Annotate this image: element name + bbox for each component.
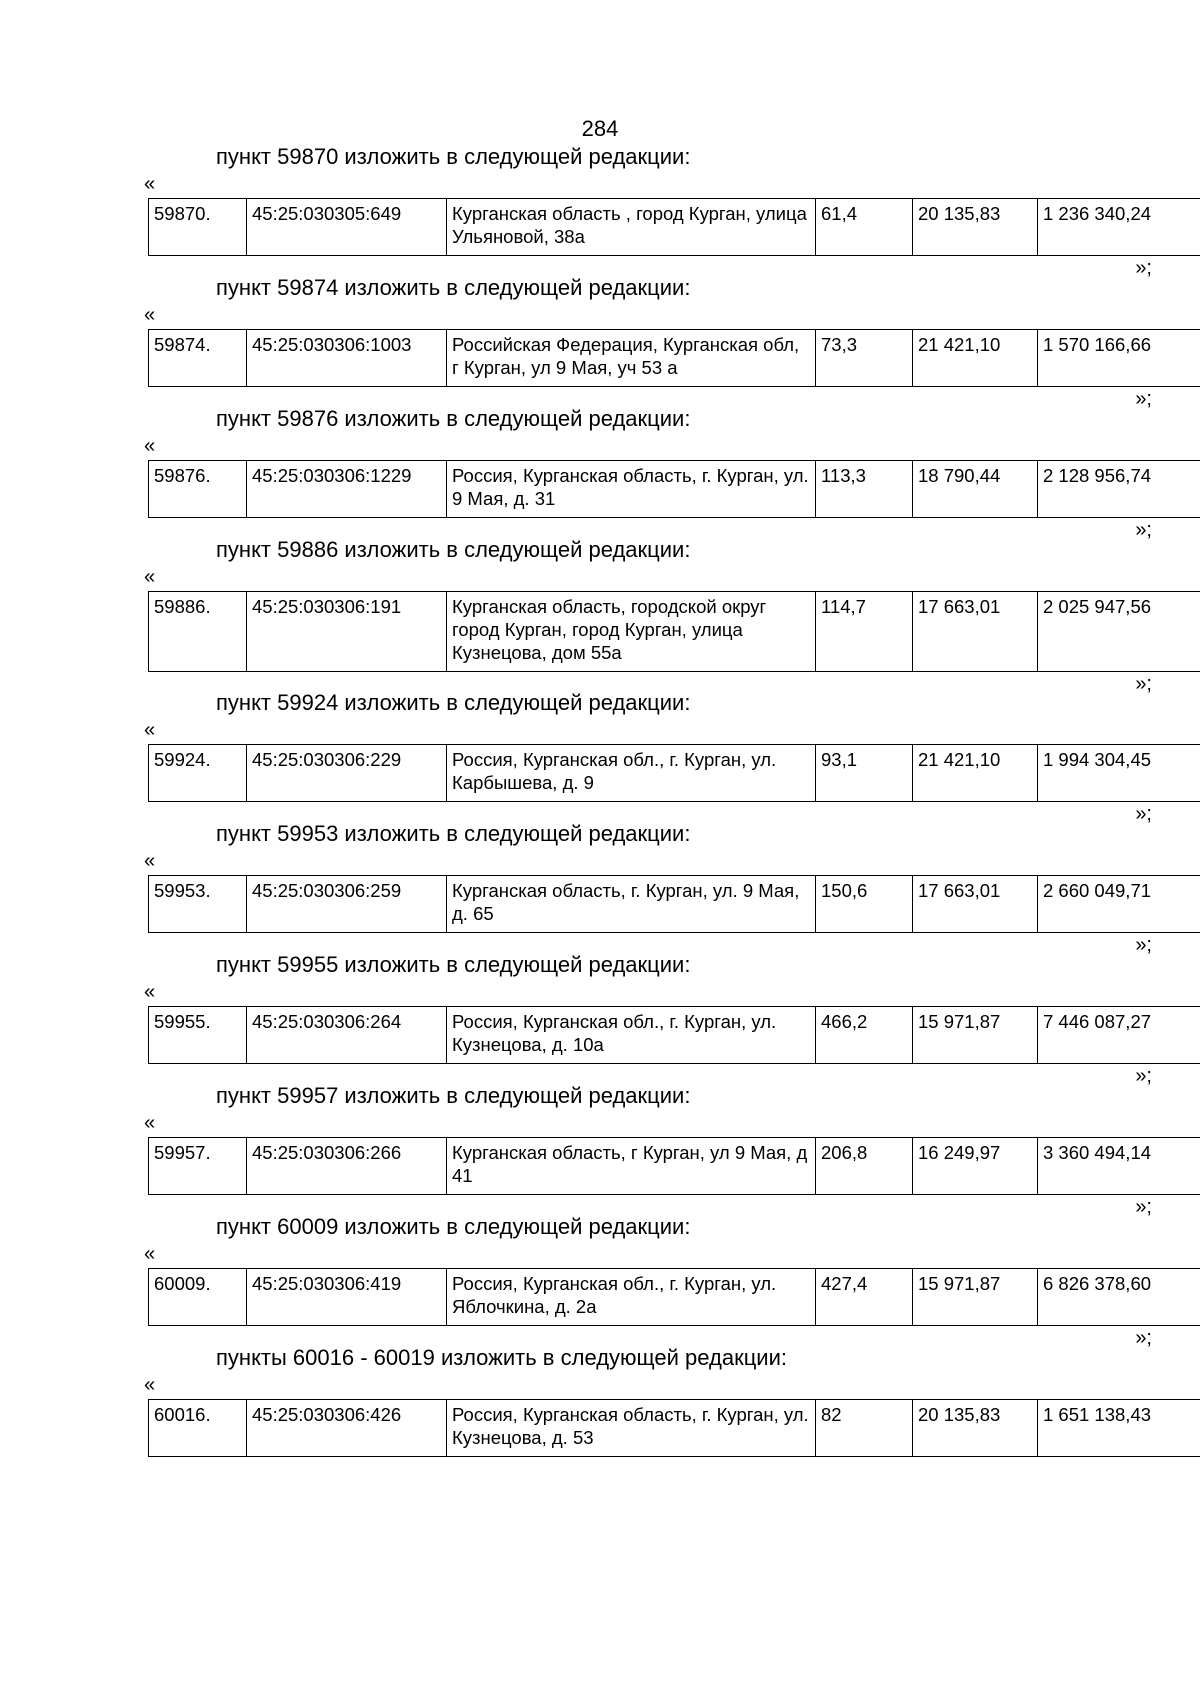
cadastral-value-cell: 1 994 304,45 xyxy=(1038,745,1200,802)
closing-quote: »; xyxy=(1135,257,1152,279)
row-number-cell: 60016. xyxy=(149,1400,247,1457)
property-table xyxy=(148,1399,1200,1457)
address-cell: Российская Федерация, Курганская обл, г Курган, ул 9 Мая, уч 53 а xyxy=(447,330,816,387)
row-number-cell: 59874. xyxy=(149,330,247,387)
amendment-section xyxy=(0,820,1200,956)
property-table xyxy=(148,198,1200,256)
area-cell: 113,3 xyxy=(816,461,913,518)
cadastral-value-cell: 2 025 947,56 xyxy=(1038,592,1200,672)
opening-quote: « xyxy=(144,173,156,195)
price-per-unit-cell: 15 971,87 xyxy=(913,1269,1038,1326)
property-table xyxy=(148,744,1200,802)
opening-quote: « xyxy=(144,981,156,1003)
property-table xyxy=(148,1137,1200,1195)
amendment-section xyxy=(0,689,1200,825)
amendment-heading: пункт 59953 изложить в следующей редакции: xyxy=(216,821,691,846)
property-table xyxy=(148,460,1200,518)
address-cell: Курганская область, г Курган, ул 9 Мая, д 41 xyxy=(447,1138,816,1195)
opening-quote: « xyxy=(144,1374,156,1396)
closing-quote: »; xyxy=(1135,934,1152,956)
cadastral-value-cell: 1 570 166,66 xyxy=(1038,330,1200,387)
closing-quote: »; xyxy=(1135,1065,1152,1087)
opening-quote: « xyxy=(144,850,156,872)
cadastral-number-cell: 45:25:030306:266 xyxy=(247,1138,447,1195)
row-number-cell: 59924. xyxy=(149,745,247,802)
address-cell: Россия, Курганская область, г. Курган, ул. Кузнецова, д. 53 xyxy=(447,1400,816,1457)
address-cell: Россия, Курганская обл., г. Курган, ул. Кузнецова, д. 10а xyxy=(447,1007,816,1064)
cadastral-number-cell: 45:25:030306:1229 xyxy=(247,461,447,518)
price-per-unit-cell: 17 663,01 xyxy=(913,876,1038,933)
cadastral-value-cell: 2 128 956,74 xyxy=(1038,461,1200,518)
amendment-section xyxy=(0,143,1200,279)
table-row xyxy=(149,461,1200,518)
amendment-heading: пункт 59886 изложить в следующей редакции: xyxy=(216,537,691,562)
row-number-cell: 59955. xyxy=(149,1007,247,1064)
amendment-heading: пункт 59874 изложить в следующей редакции: xyxy=(216,275,691,300)
property-table xyxy=(148,329,1200,387)
area-cell: 466,2 xyxy=(816,1007,913,1064)
table-row xyxy=(149,199,1200,256)
area-cell: 73,3 xyxy=(816,330,913,387)
table-row xyxy=(149,330,1200,387)
cadastral-number-cell: 45:25:030306:1003 xyxy=(247,330,447,387)
property-table xyxy=(148,1268,1200,1326)
opening-quote: « xyxy=(144,304,156,326)
property-table xyxy=(148,1006,1200,1064)
table-row xyxy=(149,1138,1200,1195)
row-number-cell: 60009. xyxy=(149,1269,247,1326)
opening-quote: « xyxy=(144,1243,156,1265)
cadastral-value-cell: 3 360 494,14 xyxy=(1038,1138,1200,1195)
price-per-unit-cell: 20 135,83 xyxy=(913,199,1038,256)
amendment-section xyxy=(0,274,1200,410)
cadastral-number-cell: 45:25:030306:229 xyxy=(247,745,447,802)
area-cell: 93,1 xyxy=(816,745,913,802)
property-table xyxy=(148,591,1200,672)
closing-quote: »; xyxy=(1135,519,1152,541)
closing-quote: »; xyxy=(1135,1196,1152,1218)
amendment-heading: пункт 59957 изложить в следующей редакции: xyxy=(216,1083,691,1108)
area-cell: 82 xyxy=(816,1400,913,1457)
page-number: 284 xyxy=(581,116,619,141)
price-per-unit-cell: 20 135,83 xyxy=(913,1400,1038,1457)
amendment-section xyxy=(0,536,1200,695)
closing-quote: »; xyxy=(1135,388,1152,410)
opening-quote: « xyxy=(144,719,156,741)
address-cell: Курганская область, г. Курган, ул. 9 Мая, д. 65 xyxy=(447,876,816,933)
table-row xyxy=(149,1400,1200,1457)
row-number-cell: 59957. xyxy=(149,1138,247,1195)
price-per-unit-cell: 21 421,10 xyxy=(913,330,1038,387)
cadastral-number-cell: 45:25:030306:419 xyxy=(247,1269,447,1326)
opening-quote: « xyxy=(144,435,156,457)
table-row xyxy=(149,745,1200,802)
cadastral-number-cell: 45:25:030306:259 xyxy=(247,876,447,933)
amendment-heading: пункт 59955 изложить в следующей редакции: xyxy=(216,952,691,977)
cadastral-number-cell: 45:25:030306:426 xyxy=(247,1400,447,1457)
cadastral-value-cell: 6 826 378,60 xyxy=(1038,1269,1200,1326)
amendments-list xyxy=(0,143,1200,1475)
price-per-unit-cell: 15 971,87 xyxy=(913,1007,1038,1064)
table-row xyxy=(149,876,1200,933)
amendment-heading: пункт 59924 изложить в следующей редакции: xyxy=(216,690,691,715)
address-cell: Курганская область , город Курган, улица Ульяновой, 38а xyxy=(447,199,816,256)
amendment-heading: пункт 59876 изложить в следующей редакции: xyxy=(216,406,691,431)
area-cell: 150,6 xyxy=(816,876,913,933)
amendment-section xyxy=(0,405,1200,541)
address-cell: Россия, Курганская область, г. Курган, ул. 9 Мая, д. 31 xyxy=(447,461,816,518)
price-per-unit-cell: 18 790,44 xyxy=(913,461,1038,518)
address-cell: Курганская область, городской округ город Курган, город Курган, улица Кузнецова, дом 55а xyxy=(447,592,816,672)
area-cell: 61,4 xyxy=(816,199,913,256)
area-cell: 206,8 xyxy=(816,1138,913,1195)
table-row xyxy=(149,592,1200,672)
price-per-unit-cell: 16 249,97 xyxy=(913,1138,1038,1195)
row-number-cell: 59886. xyxy=(149,592,247,672)
area-cell: 427,4 xyxy=(816,1269,913,1326)
cadastral-number-cell: 45:25:030306:264 xyxy=(247,1007,447,1064)
address-cell: Россия, Курганская обл., г. Курган, ул. Карбышева, д. 9 xyxy=(447,745,816,802)
amendment-heading: пункты 60016 - 60019 изложить в следующей редакции: xyxy=(216,1345,788,1370)
table-row xyxy=(149,1269,1200,1326)
cadastral-value-cell: 7 446 087,27 xyxy=(1038,1007,1200,1064)
amendment-heading: пункт 60009 изложить в следующей редакции: xyxy=(216,1214,691,1239)
opening-quote: « xyxy=(144,1112,156,1134)
table-row xyxy=(149,1007,1200,1064)
cadastral-number-cell: 45:25:030305:649 xyxy=(247,199,447,256)
closing-quote: »; xyxy=(1135,1327,1152,1349)
property-table xyxy=(148,875,1200,933)
amendment-section xyxy=(0,1213,1200,1349)
cadastral-value-cell: 1 651 138,43 xyxy=(1038,1400,1200,1457)
opening-quote: « xyxy=(144,566,156,588)
row-number-cell: 59870. xyxy=(149,199,247,256)
amendment-section xyxy=(0,1344,1200,1475)
amendment-section xyxy=(0,951,1200,1087)
cadastral-value-cell: 1 236 340,24 xyxy=(1038,199,1200,256)
row-number-cell: 59953. xyxy=(149,876,247,933)
amendment-heading: пункт 59870 изложить в следующей редакции: xyxy=(216,144,691,169)
cadastral-value-cell: 2 660 049,71 xyxy=(1038,876,1200,933)
cadastral-number-cell: 45:25:030306:191 xyxy=(247,592,447,672)
price-per-unit-cell: 21 421,10 xyxy=(913,745,1038,802)
address-cell: Россия, Курганская обл., г. Курган, ул. Яблочкина, д. 2а xyxy=(447,1269,816,1326)
area-cell: 114,7 xyxy=(816,592,913,672)
closing-quote: »; xyxy=(1135,673,1152,695)
closing-quote: »; xyxy=(1135,803,1152,825)
amendment-section xyxy=(0,1082,1200,1218)
price-per-unit-cell: 17 663,01 xyxy=(913,592,1038,672)
row-number-cell: 59876. xyxy=(149,461,247,518)
